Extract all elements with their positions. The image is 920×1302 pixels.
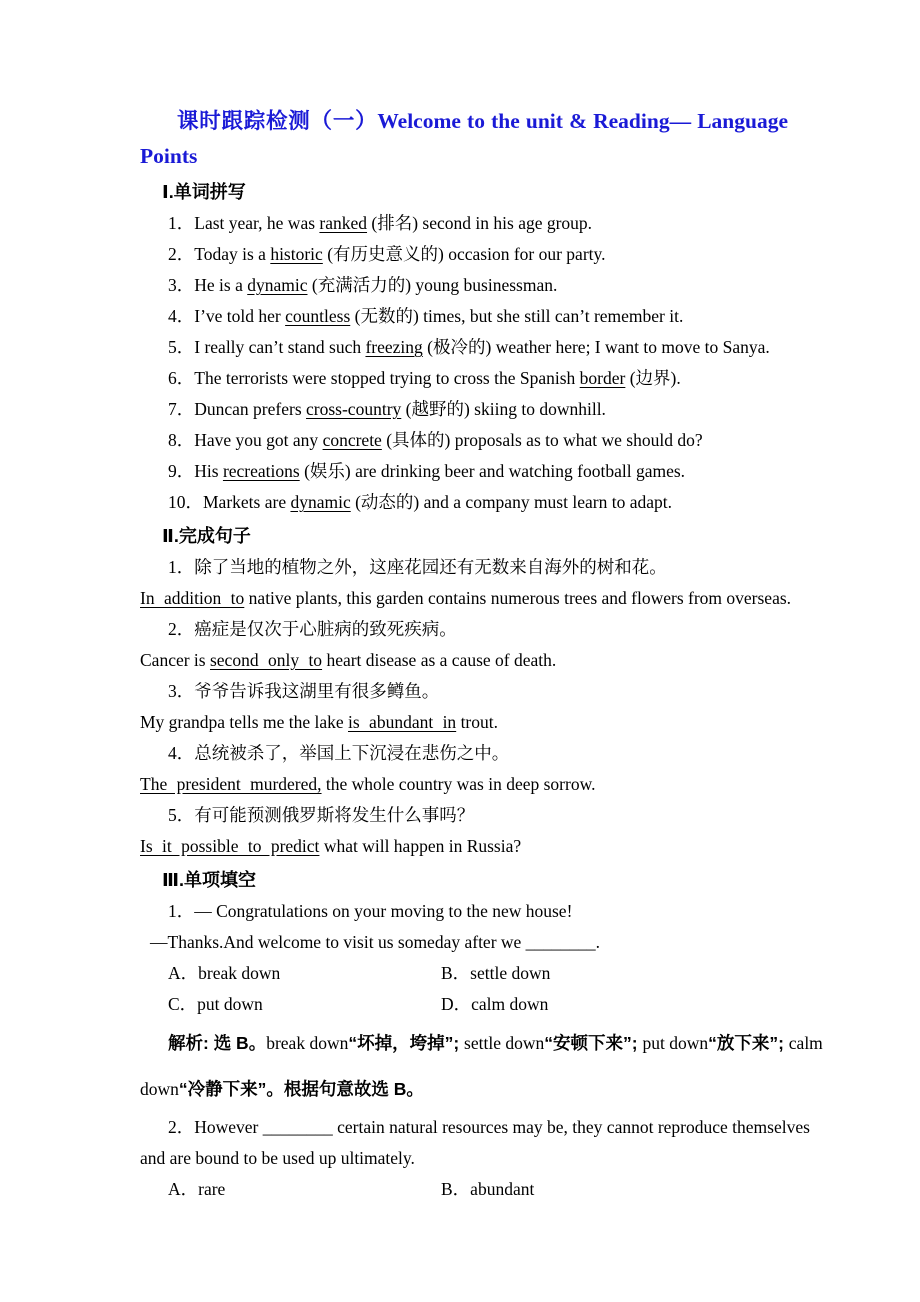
document-title xyxy=(140,104,788,174)
options-row xyxy=(140,958,788,989)
option-right: B．abundant xyxy=(441,1179,535,1199)
text-line xyxy=(140,831,788,862)
section-heading-1: Ⅰ.单词拼写 xyxy=(162,182,246,202)
text-segment: put down xyxy=(642,1033,709,1053)
text-segment: 1．— Congratulations on your moving to the new house! xyxy=(168,901,573,921)
text-line xyxy=(140,676,788,707)
text-segment: 6．The terrorists were stopped trying to cross the Spanish xyxy=(168,368,580,388)
option-right: B．settle down xyxy=(441,963,551,983)
answer-underlined: is abundant in xyxy=(348,712,457,732)
text-segment: “冷静下来”。根据句意故选 B。 xyxy=(178,1079,424,1099)
answer-underlined: In addition to xyxy=(140,588,245,608)
section-1 xyxy=(140,177,788,518)
text-line xyxy=(140,301,788,332)
text-segment: 4．总统被杀了，举国上下沉浸在悲伤之中。 xyxy=(168,743,510,763)
answer-underlined: concrete xyxy=(322,430,382,450)
option-left: C．put down xyxy=(168,994,263,1014)
text-segment: what will happen in Russia? xyxy=(319,836,522,856)
title-line-2: Points xyxy=(140,144,198,168)
answer-underlined: The president murdered, xyxy=(140,774,322,794)
text-segment: My grandpa tells me the lake xyxy=(140,712,348,732)
text-segment: —Thanks.And welcome to visit us someday after we ________. xyxy=(150,932,601,952)
text-segment: the whole country was in deep sorrow. xyxy=(321,774,596,794)
text-segment: 8．Have you got any xyxy=(168,430,323,450)
text-segment: “放下来”; xyxy=(708,1033,789,1053)
text-segment: (具体的) proposals as to what we should do? xyxy=(381,430,703,450)
text-line xyxy=(140,800,788,831)
text-line xyxy=(140,208,788,239)
text-line xyxy=(140,583,792,614)
text-segment: (有历史意义的) occasion for our party. xyxy=(322,244,606,264)
text-segment: 2．However ________ certain natural resources may be, they cannot reproduce themselves xyxy=(168,1117,810,1137)
option-right: D．calm down xyxy=(441,994,549,1014)
text-segment: 2．Today is a xyxy=(168,244,271,264)
analysis-line xyxy=(140,1066,788,1112)
answer-underlined: countless xyxy=(285,306,351,326)
text-segment: and are bound to be used up ultimately. xyxy=(140,1148,415,1168)
text-line xyxy=(140,487,788,518)
text-segment: settle down xyxy=(464,1033,545,1053)
text-segment: Cancer is xyxy=(140,650,210,670)
text-segment: 10．Markets are xyxy=(168,492,291,512)
text-segment: “坏掉，垮掉”; xyxy=(348,1033,465,1053)
text-segment: 3．He is a xyxy=(168,275,248,295)
text-line xyxy=(140,614,788,645)
text-line xyxy=(140,425,788,456)
section-2 xyxy=(140,521,792,862)
text-segment: 7．Duncan prefers xyxy=(168,399,307,419)
text-line xyxy=(140,552,788,583)
text-segment: (充满活力的) young businessman. xyxy=(307,275,558,295)
text-line xyxy=(140,1143,788,1174)
text-segment: 4．I’ve told her xyxy=(168,306,286,326)
text-line xyxy=(140,645,788,676)
answer-underlined: freezing xyxy=(365,337,423,357)
title-line-1: 课时跟踪检测（一）Welcome to the unit & Reading— Language xyxy=(177,109,788,133)
answer-underlined: ranked xyxy=(319,213,368,233)
section-heading-3: Ⅲ.单项填空 xyxy=(162,870,257,890)
answer-underlined: cross-country xyxy=(306,399,402,419)
text-segment: native plants, this garden contains numerous trees and flowers from overseas. xyxy=(244,588,792,608)
text-segment: (边界). xyxy=(625,368,681,388)
text-segment: (动态的) and a company must learn to adapt. xyxy=(350,492,672,512)
text-line xyxy=(140,394,788,425)
text-segment: 9．His xyxy=(168,461,223,481)
text-segment: trout. xyxy=(456,712,498,732)
option-left: A．rare xyxy=(168,1179,226,1199)
text-segment: (娱乐) are drinking beer and watching football games. xyxy=(299,461,686,481)
answer-underlined: second only to xyxy=(209,650,323,670)
text-line xyxy=(140,456,788,487)
section-heading-2: Ⅱ.完成句子 xyxy=(162,526,251,546)
text-segment: 5．有可能预测俄罗斯将发生什么事吗？ xyxy=(168,805,475,825)
text-line xyxy=(140,769,788,800)
text-line xyxy=(140,239,788,270)
text-line xyxy=(140,1112,810,1143)
text-line xyxy=(140,707,788,738)
text-segment: 解析: 选 B。 xyxy=(168,1033,267,1053)
text-segment: 2．癌症是仅次于心脏病的致死疾病。 xyxy=(168,619,457,639)
text-segment: (极冷的) weather here; I want to move to Sanya. xyxy=(422,337,770,357)
text-segment: (无数的) times, but she still can’t remember it. xyxy=(350,306,684,326)
answer-underlined: border xyxy=(579,368,626,388)
options-row xyxy=(140,1174,788,1205)
text-line xyxy=(140,332,788,363)
text-segment: 1．除了当地的植物之外，这座花园还有无数来自海外的树和花。 xyxy=(168,557,667,577)
option-left: A．break down xyxy=(168,963,281,983)
text-segment: heart disease as a cause of death. xyxy=(322,650,557,670)
section-3 xyxy=(140,865,823,1205)
text-segment: (越野的) skiing to downhill. xyxy=(401,399,606,419)
text-segment: calm xyxy=(788,1033,823,1053)
text-segment: break down xyxy=(266,1033,349,1053)
text-line xyxy=(140,896,788,927)
text-line xyxy=(140,738,788,769)
options-row xyxy=(140,989,788,1020)
text-segment: 1．Last year, he was xyxy=(168,213,320,233)
text-segment: “安顿下来”; xyxy=(544,1033,643,1053)
text-line xyxy=(140,927,788,958)
sections-container xyxy=(140,177,823,1205)
worksheet-content xyxy=(140,104,823,1205)
text-segment: 3．爷爷告诉我这湖里有很多鳟鱼。 xyxy=(168,681,440,701)
text-segment: (排名) second in his age group. xyxy=(367,213,593,233)
answer-underlined: recreations xyxy=(222,461,300,481)
text-segment: down xyxy=(140,1079,179,1099)
analysis-line xyxy=(140,1020,823,1066)
answer-underlined: dynamic xyxy=(247,275,308,295)
answer-underlined: Is it possible to predict xyxy=(140,836,320,856)
text-segment: 5．I really can’t stand such xyxy=(168,337,366,357)
text-line xyxy=(140,270,788,301)
text-line xyxy=(140,363,788,394)
answer-underlined: historic xyxy=(270,244,323,264)
answer-underlined: dynamic xyxy=(290,492,351,512)
